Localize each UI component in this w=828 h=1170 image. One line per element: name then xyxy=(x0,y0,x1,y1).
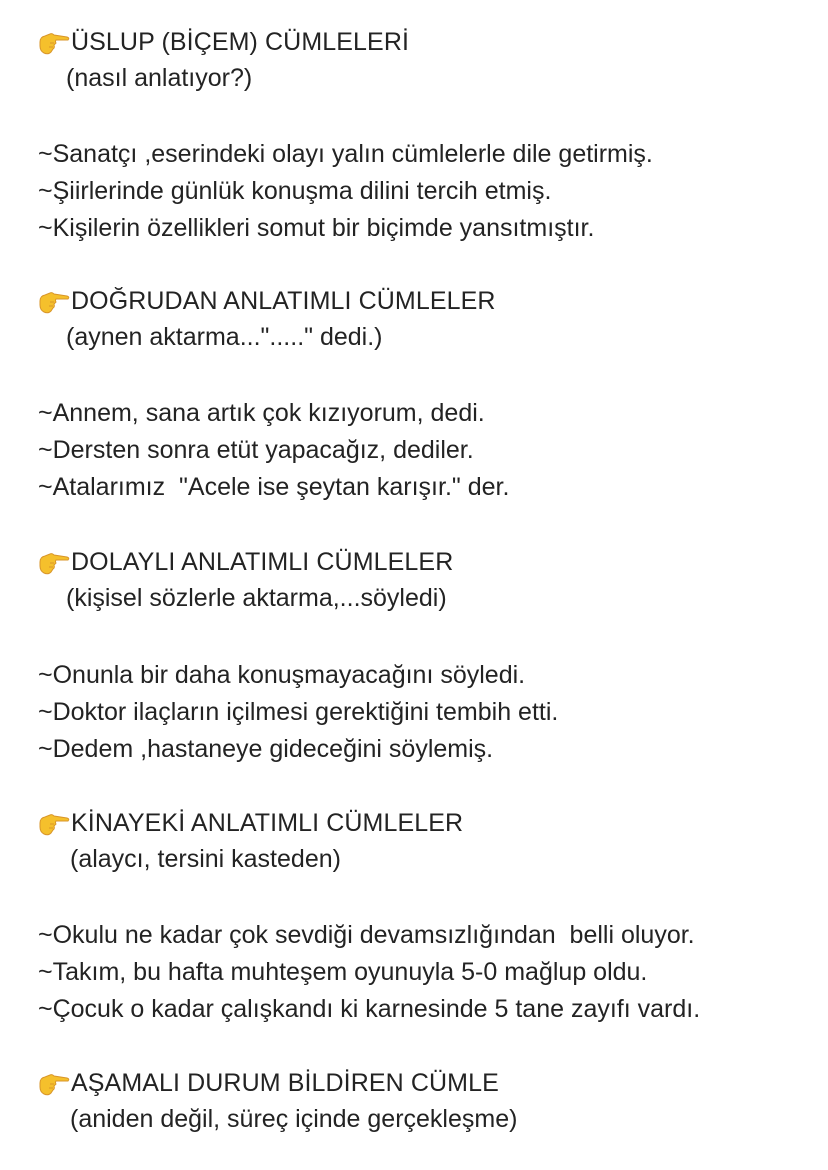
example-line: ~Atalarımız "Acele ise şeytan karışır." der. xyxy=(38,473,510,501)
example-list xyxy=(38,657,818,768)
section-dogrudan-anlatim xyxy=(38,283,818,356)
example-line: ~Onunla bir daha konuşmayacağını söyledi. xyxy=(38,661,526,689)
section-heading xyxy=(38,805,818,841)
pointing-hand-icon xyxy=(38,28,70,56)
section-subtitle: (nasıl anlatıyor?) xyxy=(66,64,253,92)
pointing-hand-icon xyxy=(38,548,70,576)
example-line: ~Annem, sana artık çok kızıyorum, dedi. xyxy=(38,399,485,427)
section-dolayli-anlatim xyxy=(38,544,818,617)
section-subtitle: (aniden değil, süreç içinde gerçekleşme) xyxy=(70,1105,518,1133)
section-uslup xyxy=(38,24,818,97)
example-line: ~Çocuk o kadar çalışkandı ki karnesinde 5 tane zayıfı vardı. xyxy=(38,995,701,1023)
section-kinayeli-anlatim xyxy=(38,805,818,878)
example-line: ~Dersten sonra etüt yapacağız, dediler. xyxy=(38,436,474,464)
heading-text: DOĞRUDAN ANLATIMLI CÜMLELER xyxy=(71,286,496,315)
section-heading xyxy=(38,283,818,319)
section-heading xyxy=(38,544,818,580)
example-line: ~Dedem ,hastaneye gideceğini söylemiş. xyxy=(38,735,494,763)
pointing-hand-icon xyxy=(38,287,70,315)
heading-text: DOLAYLI ANLATIMLI CÜMLELER xyxy=(71,547,454,576)
pointing-hand-icon xyxy=(38,1069,70,1097)
example-line: ~Şiirlerinde günlük konuşma dilini tercih etmiş. xyxy=(38,177,552,205)
example-list xyxy=(38,917,818,1028)
section-subtitle: (aynen aktarma..."....." dedi.) xyxy=(66,323,383,351)
section-subtitle: (alaycı, tersini kasteden) xyxy=(70,845,341,873)
example-line: ~Takım, bu hafta muhteşem oyunuyla 5-0 mağlup oldu. xyxy=(38,958,648,986)
pointing-hand-icon xyxy=(38,809,70,837)
heading-text: KİNAYEKİ ANLATIMLI CÜMLELER xyxy=(71,808,464,837)
example-line: ~Doktor ilaçların içilmesi gerektiğini tembih etti. xyxy=(38,698,559,726)
section-heading xyxy=(38,24,818,60)
example-line: ~Sanatçı ,eserindeki olayı yalın cümlelerle dile getirmiş. xyxy=(38,140,653,168)
heading-text: AŞAMALI DURUM BİLDİREN CÜMLE xyxy=(71,1068,499,1097)
example-list xyxy=(38,395,818,506)
example-line: ~Kişilerin özellikleri somut bir biçimde yansıtmıştır. xyxy=(38,214,595,242)
section-asamali-durum xyxy=(38,1065,818,1138)
heading-text: ÜSLUP (BİÇEM) CÜMLELERİ xyxy=(71,27,410,56)
section-heading xyxy=(38,1065,818,1101)
section-subtitle: (kişisel sözlerle aktarma,...söyledi) xyxy=(66,584,447,612)
example-list xyxy=(38,136,818,247)
example-line: ~Okulu ne kadar çok sevdiği devamsızlığından belli oluyor. xyxy=(38,921,695,949)
